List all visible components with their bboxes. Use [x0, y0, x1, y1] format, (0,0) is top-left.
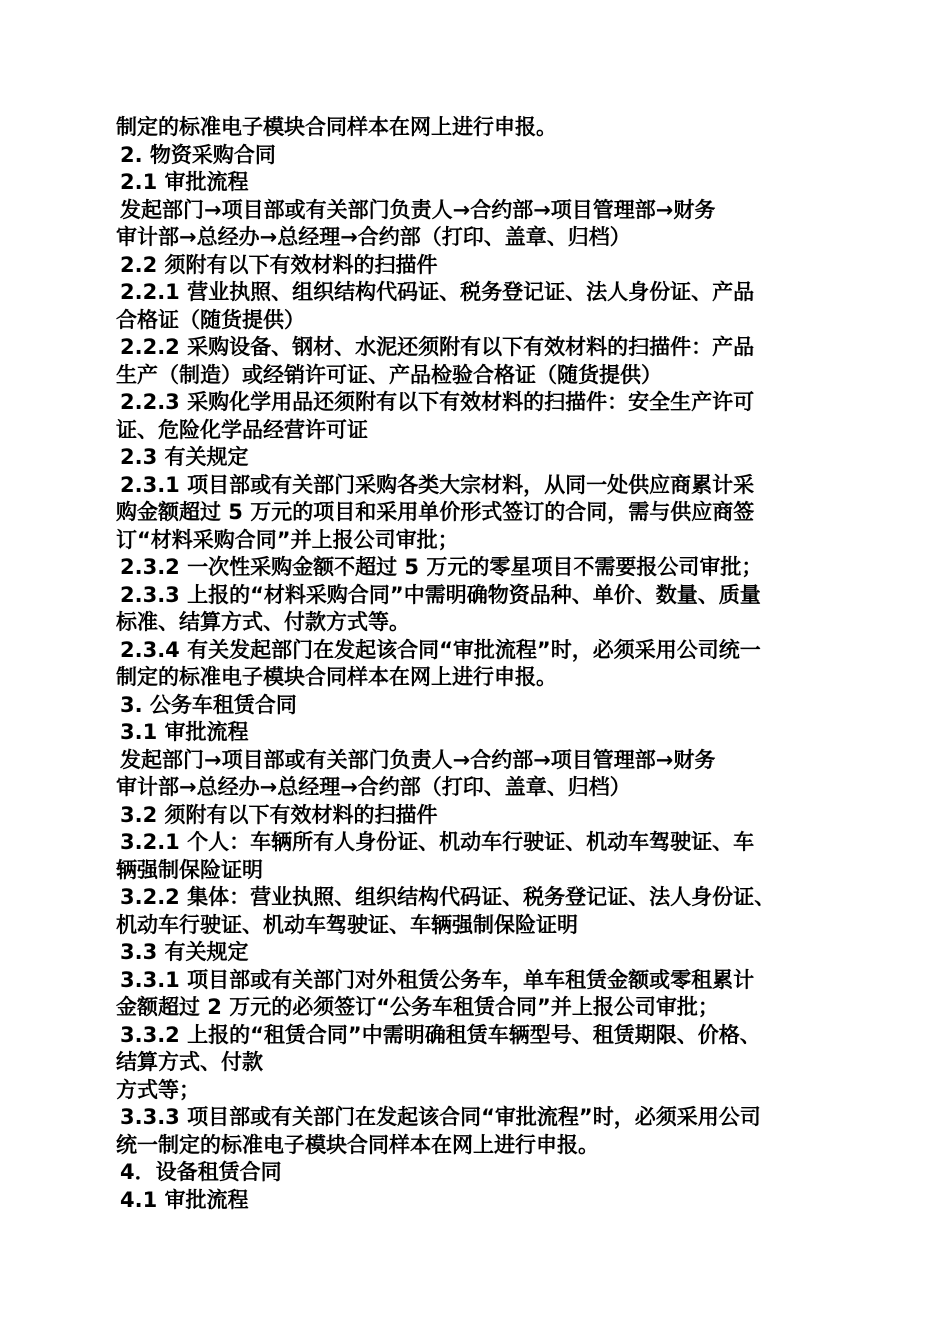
text-line: 统一制定的标准电子模块合同样本在网上进行申报。 [116, 1132, 599, 1157]
text-line: 标准、结算方式、付款方式等。 [116, 610, 410, 634]
text-line: 2.3.3 上报的“材料采购合同”中需明确物资品种、单价、数量、质量 [120, 582, 761, 607]
text-line: 2.3.1 项目部或有关部门采购各类大宗材料，从同一处供应商累计采 [120, 472, 755, 497]
text-line: 证、危险化学品经营许可证 [116, 417, 368, 442]
text-line: 制定的标准电子模块合同样本在网上进行申报。 [116, 115, 557, 139]
text-line: 机动车行驶证、机动车驾驶证、车辆强制保险证明 [116, 912, 578, 937]
text-line: 金额超过 2 万元的必须签订“公务车租赁合同”并上报公司审批； [116, 995, 719, 1019]
document-body [116, 114, 841, 1214]
text-line: 方式等； [116, 1077, 200, 1102]
text-line: 2.2.2 采购设备、钢材、水泥还须附有以下有效材料的扫描件：产品 [120, 335, 755, 359]
text-line: 2.2.3 采购化学用品还须附有以下有效材料的扫描件：安全生产许可 [120, 390, 755, 414]
subsection-heading: 3.3 有关规定 [120, 940, 249, 964]
subsection-heading: 3.1 审批流程 [120, 720, 249, 744]
text-line: 2.3.2 一次性采购金额不超过 5 万元的零星项目不需要报公司审批； [120, 555, 763, 579]
text-line: 合格证（随货提供） [116, 307, 305, 332]
text-line: 3.2.1 个人：车辆所有人身份证、机动车行驶证、机动车驾驶证、车 [120, 830, 755, 854]
section-heading: 4．设备租赁合同 [120, 1160, 282, 1184]
text-line: 结算方式、付款 [116, 1050, 263, 1074]
text-line: 生产（制造）或经销许可证、产品检验合格证（随货提供） [116, 362, 662, 387]
section-heading: 2. 物资采购合同 [120, 142, 276, 167]
text-line: 辆强制保险证明 [116, 857, 263, 882]
text-line: 3.3.2 上报的“租赁合同”中需明确租赁车辆型号、租赁期限、价格、 [120, 1022, 761, 1047]
section-heading: 3. 公务车租赁合同 [120, 692, 297, 717]
text-line: 审计部→总经办→总经理→合约部（打印、盖章、归档） [116, 225, 631, 249]
subsection-heading: 2.3 有关规定 [120, 445, 249, 469]
text-line: 2.3.4 有关发起部门在发起该合同“审批流程”时，必须采用公司统一 [120, 637, 761, 662]
text-line: 3.2.2 集体：营业执照、组织结构代码证、税务登记证、法人身份证、 [120, 885, 776, 909]
text-line: 3.3.3 项目部或有关部门在发起该合同“审批流程”时，必须采用公司 [120, 1105, 761, 1129]
subsection-heading: 3.2 须附有以下有效材料的扫描件 [120, 802, 438, 827]
text-line: 发起部门→项目部或有关部门负责人→合约部→项目管理部→财务 [120, 747, 716, 772]
text-line: 订“材料采购合同”并上报公司审批； [116, 527, 459, 552]
text-line: 制定的标准电子模块合同样本在网上进行申报。 [116, 665, 557, 689]
text-line: 2.2.1 营业执照、组织结构代码证、税务登记证、法人身份证、产品 [120, 280, 755, 304]
subsection-heading: 2.2 须附有以下有效材料的扫描件 [120, 252, 438, 277]
text-line: 发起部门→项目部或有关部门负责人→合约部→项目管理部→财务 [120, 197, 716, 222]
text-line: 3.3.1 项目部或有关部门对外租赁公务车，单车租赁金额或零租累计 [120, 967, 755, 992]
subsection-heading: 4.1 审批流程 [120, 1187, 249, 1212]
subsection-heading: 2.1 审批流程 [120, 170, 249, 194]
text-line: 购金额超过 5 万元的项目和采用单价形式签订的合同，需与供应商签 [116, 500, 755, 524]
text-line: 审计部→总经办→总经理→合约部（打印、盖章、归档） [116, 775, 631, 799]
